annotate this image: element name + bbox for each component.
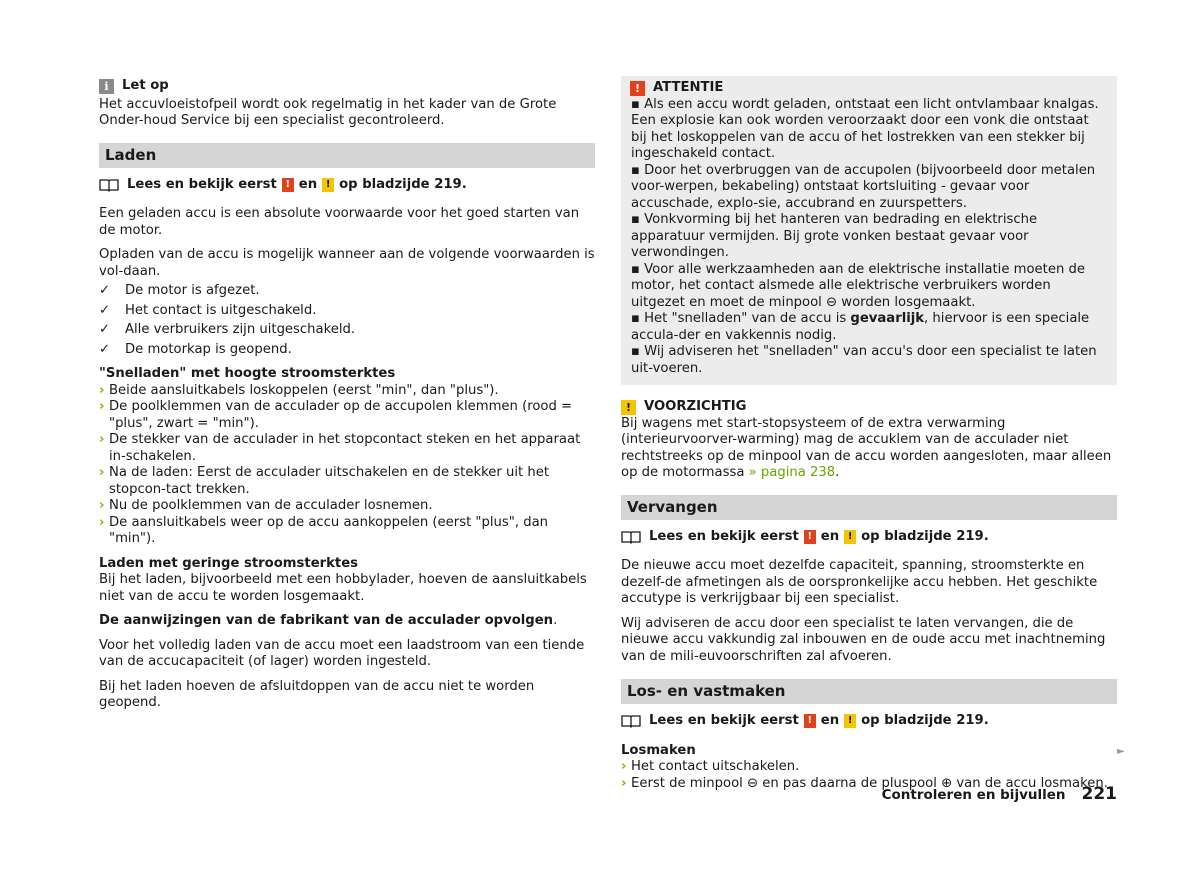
book-icon	[621, 530, 641, 544]
manufacturer-line: De aanwijzingen van de fabrikant van de acculader opvolgen.	[99, 613, 558, 628]
page-number: 221	[1081, 784, 1117, 804]
read-suffix: op bladzijde 219.	[339, 176, 467, 192]
paragraph: Bij het laden, bijvoorbeeld met een hobbylader, hoeven de aansluitkabels niet van de accu te worden losgemaakt.	[99, 572, 587, 604]
note-header	[99, 76, 595, 95]
caution-icon: !	[844, 714, 856, 728]
arrow-icon: ›	[99, 514, 105, 530]
right-column	[621, 76, 1117, 792]
warning-icon: !	[282, 178, 294, 192]
caution-text: Bij wagens met start-stopsysteem of de extra verwarming (interieurvoorver-warming) mag de accuklem van de acculader niet rechtstreeks op de minpool van de accu worden aangesloten, maar alleen op de motormassa » pagina 238.	[621, 415, 1112, 480]
checkmark-icon: ✓	[99, 283, 111, 298]
arrow-icon: ›	[99, 382, 105, 398]
arrow-icon: ›	[99, 498, 105, 513]
checklist	[99, 283, 595, 358]
subheading-losmaken: Losmaken	[621, 742, 696, 758]
list-item: ✓ De motor is afgezet.	[99, 283, 260, 298]
book-icon	[621, 714, 641, 728]
read-mid: en	[298, 176, 318, 192]
arrow-icon: ›	[99, 465, 105, 480]
attention-header	[630, 78, 1107, 97]
read-first-line: Lees en bekijk eerst ! en ! op bladzijde 219.	[621, 713, 1117, 730]
page-footer	[882, 786, 1117, 804]
list-item: ✓ Het contact is uitgeschakeld.	[99, 302, 317, 318]
section-heading-vervangen: Vervangen	[621, 495, 1117, 520]
book-icon	[99, 178, 119, 192]
continue-arrow-icon: ►	[1117, 746, 1125, 757]
arrow-icon: ›	[99, 432, 105, 447]
list-item: › De aansluitkabels weer op de accu aankoppelen (eerst "plus", dan "min").	[99, 514, 549, 546]
paragraph: Een geladen accu is een absolute voorwaarde voor het goed starten van de motor.	[99, 206, 580, 238]
paragraph: De nieuwe accu moet dezelfde capaciteit, spanning, stroomsterkte en dezelf-de afmetingen als de oorspronkelijke accu hebben. Het geschikte accutype is verkrijgbaar bij een specialist.	[621, 558, 1098, 606]
note-text: Het accuvloeistofpeil wordt ook regelmatig in het kader van de Grote Onder-houd Service bij een specialist gecontroleerd.	[99, 96, 557, 128]
list-item: › Eerst de minpool ⊖ en pas daarna de pluspool ⊕ van de accu losmaken.	[621, 775, 1108, 791]
caution-icon: !	[621, 400, 636, 415]
subheading-fast-charge: "Snelladen" met hoogte stroomsterktes	[99, 366, 396, 381]
section-heading-laden: Laden	[99, 143, 595, 168]
info-icon: i	[99, 79, 114, 94]
attention-bullet: ▪ Wij adviseren het "snelladen" van accu's door een specialist te laten uit-voeren.	[631, 344, 1097, 376]
chapter-title: Controleren en bijvullen	[881, 787, 1066, 803]
list-item: ✓ De motorkap is geopend.	[99, 341, 292, 357]
arrow-icon: ›	[621, 759, 627, 774]
caution-header	[621, 397, 1117, 416]
paragraph: Opladen van de accu is mogelijk wanneer aan de volgende voorwaarden is vol-daan.	[99, 247, 595, 279]
warning-icon: !	[630, 81, 645, 96]
arrow-icon: ›	[99, 399, 105, 414]
attention-bullet: ▪ Het "snelladen" van de accu is gevaarlijk, hiervoor is een speciale accula-der en vakkennis nodig.	[631, 311, 1090, 343]
list-item: › Het contact uitschakelen.	[621, 759, 800, 774]
paragraph: Wij adviseren de accu door een specialist te laten vervangen, die de nieuwe accu vakkundig zal inbouwen en de oude accu met inachtneming van de mili-euvoorschriften zal afvoeren.	[621, 615, 1106, 664]
list-item: › De stekker van de acculader in het stopcontact steken en het apparaat in-schakelen.	[99, 432, 581, 464]
warning-icon: !	[804, 530, 816, 544]
list-item: › Nu de poolklemmen van de acculader losnemen.	[99, 498, 433, 513]
note-title: Let op	[122, 78, 169, 93]
attention-bullet: ▪ Voor alle werkzaamheden aan de elektrische installatie moeten de motor, het contact alsmede alle elektrische verbruikers worden uitgezet en moet de minpool ⊖ worden losgemaakt.	[631, 261, 1085, 310]
attention-title: ATTENTIE	[653, 80, 724, 95]
section-heading-los-vastmaken: Los- en vastmaken	[621, 679, 1117, 704]
attention-box	[621, 76, 1117, 385]
list-item: › Beide aansluitkabels loskoppelen (eerst "min", dan "plus").	[99, 382, 499, 398]
read-first-line	[99, 177, 595, 194]
paragraph: Voor het volledig laden van de accu moet een laadstroom van een tiende van de accucapaciteit (of lager) worden ingesteld.	[99, 637, 585, 669]
read-prefix: Lees en bekijk eerst	[127, 176, 277, 192]
list-item: › De poolklemmen van de acculader op de accupolen klemmen (rood = "plus", zwart = "min").	[99, 399, 573, 431]
fast-charge-steps	[99, 383, 595, 548]
attention-bullet: ▪ Door het overbruggen van de accupolen (bijvoorbeeld door metalen voor-werpen, bekabeling) ontstaat kortsluiting - gevaar voor accuschade, explo-sie, accubrand en zuurspetters.	[631, 162, 1096, 211]
paragraph: Bij het laden hoeven de afsluitdoppen van de accu niet te worden geopend.	[99, 678, 535, 710]
caution-icon: !	[844, 530, 856, 544]
subheading-slow-charge: Laden met geringe stroomsterktes	[99, 555, 359, 571]
checkmark-icon: ✓	[99, 341, 111, 357]
page-link[interactable]: » pagina 238	[748, 465, 836, 480]
caution-icon: !	[322, 178, 334, 192]
list-item: › Na de laden: Eerst de acculader uitschakelen en de stekker uit het stopcon-tact trekken.	[99, 465, 550, 497]
list-item: ✓ Alle verbruikers zijn uitgeschakeld.	[99, 322, 356, 337]
caution-title: VOORZICHTIG	[644, 399, 747, 414]
attention-bullet: ▪ Als een accu wordt geladen, ontstaat een licht ontvlambaar knalgas. Een explosie kan ook worden veroorzaakt door een vonk die ontstaat bij het loskoppelen van de accu of het lostrekken van een stekker bij ingeschakeld contact.	[631, 96, 1099, 161]
read-first-line: Lees en bekijk eerst ! en ! op bladzijde 219.	[621, 529, 1117, 546]
arrow-icon: ›	[621, 775, 627, 791]
checkmark-icon: ✓	[99, 322, 111, 337]
warning-icon: !	[804, 714, 816, 728]
attention-bullet: ▪ Vonkvorming bij het hanteren van bedrading en elektrische apparatuur vermijden. Bij grote vonken bestaat gevaar voor verwondingen.	[631, 212, 1038, 260]
checkmark-icon: ✓	[99, 302, 111, 318]
left-column	[99, 76, 595, 712]
